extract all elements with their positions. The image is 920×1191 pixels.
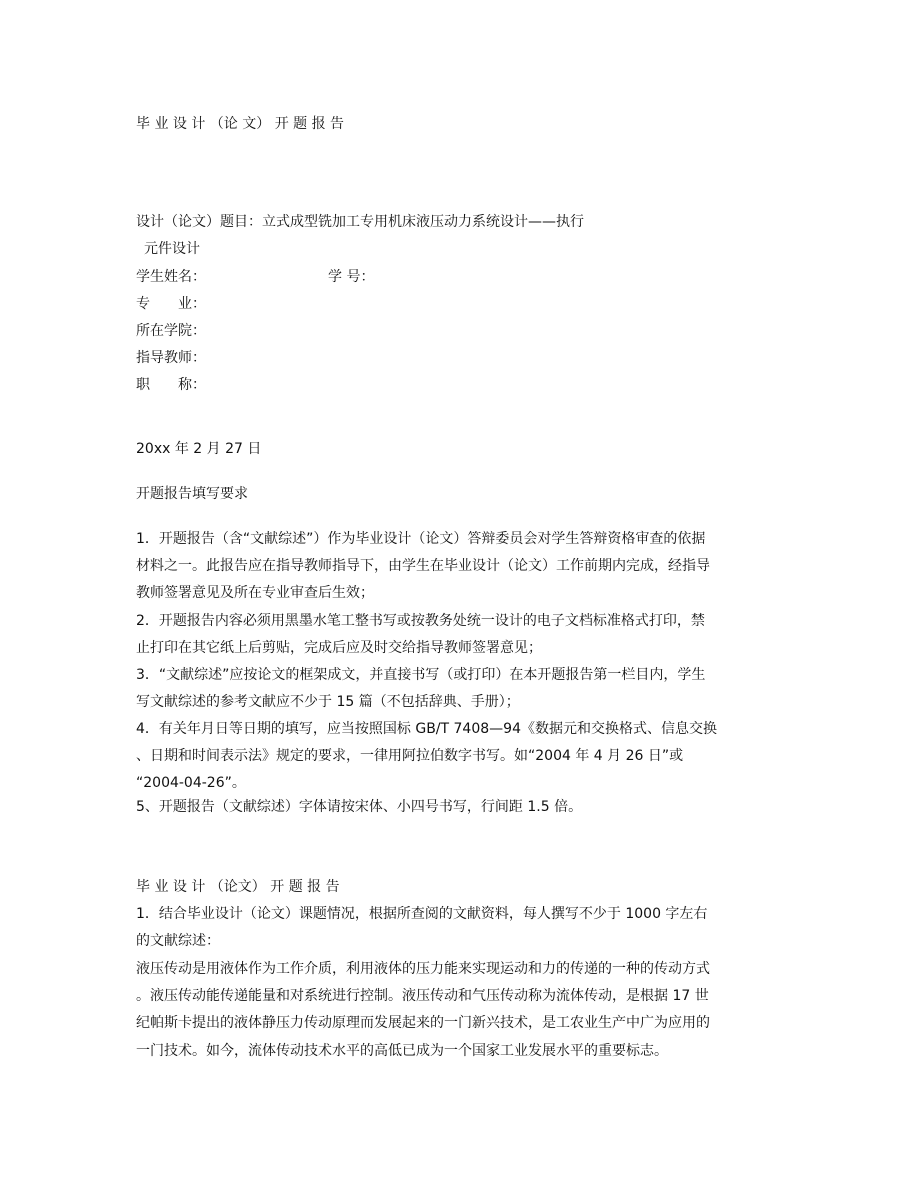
topic-line-2: 元件设计 [144,241,200,257]
section2-title: 毕 业 设 计 （论文） 开 题 报 告 [136,879,340,895]
student-name-label: 学生姓名： [136,269,206,285]
report-date: 20xx 年 2 月 27 日 [136,441,262,457]
title-rank-label: 职 称： [136,377,206,393]
requirements-line: 、日期和时间表示法》规定的要求，一律用阿拉伯数字书写。如“2004 年 4 月 26 日”或 [136,748,684,764]
page-title: 毕 业 设 计 （论 文） 开 题 报 告 [136,116,345,132]
advisor-label: 指导教师： [136,350,206,366]
requirements-line: 4．有关年月日等日期的填写，应当按照国标 GB/T 7408—94《数据元和交换格式、信息交换 [136,721,717,737]
section2-line: 。液压传动能传递能量和对系统进行控制。液压传动和气压传动称为流体传动，是根据 17 世 [136,988,709,1004]
requirements-line: 止打印在其它纸上后剪贴，完成后应及时交给指导教师签署意见； [136,640,542,656]
topic-line-1: 设计（论文）题目：立式成型铣加工专用机床液压动力系统设计——执行 [136,214,584,230]
requirements-line: 材料之一。此报告应在指导教师指导下，由学生在毕业设计（论文）工作前期内完成，经指导 [136,558,710,574]
requirements-line: 2．开题报告内容必须用黑墨水笔工整书写或按教务处统一设计的电子文档标准格式打印，禁 [136,613,705,629]
section2-line: 1．结合毕业设计（论文）课题情况，根据所查阅的文献资料，每人撰写不少于 1000 字左右 [136,906,708,922]
student-id-label: 学 号： [328,269,375,285]
requirements-line: 5、开题报告（文献综述）字体请按宋体、小四号书写，行间距 1.5 倍。 [136,799,583,815]
section2-line: 液压传动是用液体作为工作介质，利用液体的压力能来实现运动和力的传递的一种的传动方式 [136,961,710,977]
requirements-heading: 开题报告填写要求 [136,486,248,502]
requirements-line: 1．开题报告（含“文献综述”）作为毕业设计（论文）答辩委员会对学生答辩资格审查的依据 [136,531,706,547]
section2-line: 一门技术。如今，流体传动技术水平的高低已成为一个国家工业发展水平的重要标志。 [136,1043,668,1059]
requirements-line: 3．“文献综述”应按论文的框架成文，并直接书写（或打印）在本开题报告第一栏目内，学生 [136,667,706,683]
requirements-line: 教师签署意见及所在专业审查后生效； [136,585,374,601]
requirements-line: 写文献综述的参考文献应不少于 15 篇（不包括辞典、手册）； [136,694,520,710]
major-label: 专 业： [136,296,206,312]
requirements-line: “2004-04-26”。 [136,775,246,791]
section2-line: 纪帕斯卡提出的液体静压力传动原理而发展起来的一门新兴技术，是工农业生产中广为应用的 [136,1015,710,1031]
college-label: 所在学院： [136,323,206,339]
section2-line: 的文献综述： [136,933,220,949]
